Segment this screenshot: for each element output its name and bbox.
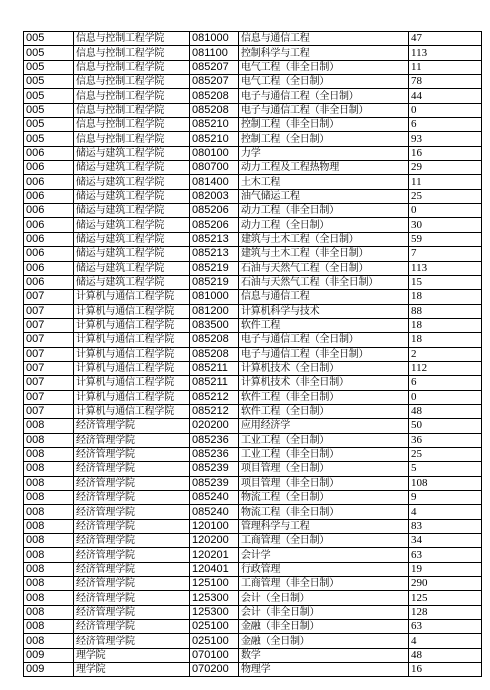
enrollment-table bbox=[23, 31, 482, 677]
count-cell: 93 bbox=[409, 132, 482, 146]
table-row bbox=[24, 663, 482, 677]
table-row bbox=[24, 204, 482, 218]
dept-code-cell: 006 bbox=[24, 204, 74, 218]
major-name-cell: 工业工程（非全日制） bbox=[239, 447, 409, 461]
major-name-cell: 动力工程（非全日制） bbox=[239, 204, 409, 218]
major-code-cell: 085208 bbox=[190, 333, 239, 347]
count-cell: 78 bbox=[409, 75, 482, 89]
major-name-cell: 信息与通信工程 bbox=[239, 32, 409, 46]
major-code-cell: 070200 bbox=[190, 663, 239, 677]
major-name-cell: 信息与通信工程 bbox=[239, 290, 409, 304]
table-row bbox=[24, 89, 482, 103]
dept-code-cell: 005 bbox=[24, 103, 74, 117]
dept-code-cell: 008 bbox=[24, 620, 74, 634]
major-name-cell: 电气工程（非全日制） bbox=[239, 60, 409, 74]
major-name-cell: 电子与通信工程（非全日制） bbox=[239, 103, 409, 117]
dept-name-cell: 计算机与通信工程学院 bbox=[74, 290, 190, 304]
major-name-cell: 行政管理 bbox=[239, 562, 409, 576]
count-cell: 6 bbox=[409, 376, 482, 390]
major-code-cell: 082003 bbox=[190, 189, 239, 203]
major-code-cell: 085236 bbox=[190, 433, 239, 447]
count-cell: 16 bbox=[409, 663, 482, 677]
table-row bbox=[24, 75, 482, 89]
table-row bbox=[24, 577, 482, 591]
count-cell: 48 bbox=[409, 404, 482, 418]
dept-code-cell: 006 bbox=[24, 232, 74, 246]
major-code-cell: 085240 bbox=[190, 491, 239, 505]
table-row bbox=[24, 132, 482, 146]
table-row bbox=[24, 605, 482, 619]
table-row bbox=[24, 433, 482, 447]
dept-name-cell: 计算机与通信工程学院 bbox=[74, 347, 190, 361]
major-code-cell: 081000 bbox=[190, 32, 239, 46]
count-cell: 113 bbox=[409, 261, 482, 275]
major-name-cell: 控制工程（非全日制） bbox=[239, 118, 409, 132]
major-name-cell: 金融（非全日制） bbox=[239, 620, 409, 634]
major-name-cell: 电子与通信工程（全日制） bbox=[239, 333, 409, 347]
dept-name-cell: 储运与建筑工程学院 bbox=[74, 275, 190, 289]
count-cell: 18 bbox=[409, 333, 482, 347]
major-name-cell: 动力工程（全日制） bbox=[239, 218, 409, 232]
major-name-cell: 软件工程（非全日制） bbox=[239, 390, 409, 404]
dept-code-cell: 008 bbox=[24, 419, 74, 433]
dept-name-cell: 经济管理学院 bbox=[74, 577, 190, 591]
major-code-cell: 085240 bbox=[190, 505, 239, 519]
major-code-cell: 085211 bbox=[190, 361, 239, 375]
dept-name-cell: 计算机与通信工程学院 bbox=[74, 376, 190, 390]
count-cell: 30 bbox=[409, 218, 482, 232]
table-row bbox=[24, 161, 482, 175]
count-cell: 15 bbox=[409, 275, 482, 289]
dept-name-cell: 经济管理学院 bbox=[74, 505, 190, 519]
dept-code-cell: 007 bbox=[24, 390, 74, 404]
table-row bbox=[24, 60, 482, 74]
dept-name-cell: 理学院 bbox=[74, 663, 190, 677]
count-cell: 11 bbox=[409, 175, 482, 189]
dept-code-cell: 005 bbox=[24, 60, 74, 74]
dept-code-cell: 006 bbox=[24, 247, 74, 261]
dept-name-cell: 理学院 bbox=[74, 648, 190, 662]
dept-code-cell: 005 bbox=[24, 75, 74, 89]
dept-code-cell: 008 bbox=[24, 462, 74, 476]
dept-name-cell: 经济管理学院 bbox=[74, 447, 190, 461]
major-name-cell: 控制工程（全日制） bbox=[239, 132, 409, 146]
dept-name-cell: 经济管理学院 bbox=[74, 562, 190, 576]
dept-code-cell: 008 bbox=[24, 577, 74, 591]
dept-code-cell: 007 bbox=[24, 347, 74, 361]
dept-name-cell: 经济管理学院 bbox=[74, 491, 190, 505]
dept-name-cell: 经济管理学院 bbox=[74, 433, 190, 447]
dept-code-cell: 006 bbox=[24, 175, 74, 189]
dept-code-cell: 009 bbox=[24, 648, 74, 662]
dept-name-cell: 储运与建筑工程学院 bbox=[74, 175, 190, 189]
dept-code-cell: 005 bbox=[24, 132, 74, 146]
dept-name-cell: 经济管理学院 bbox=[74, 462, 190, 476]
dept-name-cell: 经济管理学院 bbox=[74, 419, 190, 433]
major-code-cell: 085212 bbox=[190, 404, 239, 418]
count-cell: 25 bbox=[409, 189, 482, 203]
count-cell: 29 bbox=[409, 161, 482, 175]
major-code-cell: 085210 bbox=[190, 132, 239, 146]
table-row bbox=[24, 634, 482, 648]
dept-name-cell: 信息与控制工程学院 bbox=[74, 103, 190, 117]
dept-code-cell: 007 bbox=[24, 304, 74, 318]
dept-code-cell: 008 bbox=[24, 505, 74, 519]
major-code-cell: 081000 bbox=[190, 290, 239, 304]
count-cell: 4 bbox=[409, 634, 482, 648]
dept-name-cell: 储运与建筑工程学院 bbox=[74, 161, 190, 175]
major-name-cell: 会计学 bbox=[239, 548, 409, 562]
table-row bbox=[24, 333, 482, 347]
dept-code-cell: 007 bbox=[24, 318, 74, 332]
dept-code-cell: 008 bbox=[24, 591, 74, 605]
major-code-cell: 125300 bbox=[190, 605, 239, 619]
count-cell: 18 bbox=[409, 290, 482, 304]
major-code-cell: 085207 bbox=[190, 75, 239, 89]
table-row bbox=[24, 548, 482, 562]
dept-code-cell: 007 bbox=[24, 376, 74, 390]
major-name-cell: 石油与天然气工程（非全日制） bbox=[239, 275, 409, 289]
dept-code-cell: 008 bbox=[24, 433, 74, 447]
major-name-cell: 电气工程（全日制） bbox=[239, 75, 409, 89]
dept-code-cell: 005 bbox=[24, 32, 74, 46]
major-code-cell: 120200 bbox=[190, 534, 239, 548]
dept-code-cell: 005 bbox=[24, 118, 74, 132]
table-row bbox=[24, 476, 482, 490]
count-cell: 125 bbox=[409, 591, 482, 605]
major-code-cell: 085208 bbox=[190, 103, 239, 117]
dept-name-cell: 经济管理学院 bbox=[74, 519, 190, 533]
count-cell: 5 bbox=[409, 462, 482, 476]
major-code-cell: 085208 bbox=[190, 89, 239, 103]
major-name-cell: 力学 bbox=[239, 146, 409, 160]
major-code-cell: 085206 bbox=[190, 218, 239, 232]
table-row bbox=[24, 462, 482, 476]
dept-code-cell: 008 bbox=[24, 562, 74, 576]
major-code-cell: 083500 bbox=[190, 318, 239, 332]
dept-name-cell: 储运与建筑工程学院 bbox=[74, 261, 190, 275]
count-cell: 290 bbox=[409, 577, 482, 591]
count-cell: 18 bbox=[409, 318, 482, 332]
major-name-cell: 控制科学与工程 bbox=[239, 46, 409, 60]
major-name-cell: 电子与通信工程（非全日制） bbox=[239, 347, 409, 361]
major-code-cell: 025100 bbox=[190, 634, 239, 648]
dept-name-cell: 信息与控制工程学院 bbox=[74, 60, 190, 74]
table-row bbox=[24, 189, 482, 203]
table-row bbox=[24, 562, 482, 576]
count-cell: 48 bbox=[409, 648, 482, 662]
dept-code-cell: 006 bbox=[24, 161, 74, 175]
count-cell: 59 bbox=[409, 232, 482, 246]
major-name-cell: 金融（全日制） bbox=[239, 634, 409, 648]
dept-name-cell: 计算机与通信工程学院 bbox=[74, 404, 190, 418]
count-cell: 9 bbox=[409, 491, 482, 505]
dept-code-cell: 006 bbox=[24, 146, 74, 160]
table-row bbox=[24, 347, 482, 361]
major-name-cell: 工商管理（非全日制） bbox=[239, 577, 409, 591]
major-name-cell: 土木工程 bbox=[239, 175, 409, 189]
dept-name-cell: 信息与控制工程学院 bbox=[74, 132, 190, 146]
major-code-cell: 085219 bbox=[190, 261, 239, 275]
major-code-cell: 025100 bbox=[190, 620, 239, 634]
dept-name-cell: 储运与建筑工程学院 bbox=[74, 218, 190, 232]
major-name-cell: 动力工程及工程热物理 bbox=[239, 161, 409, 175]
dept-name-cell: 信息与控制工程学院 bbox=[74, 118, 190, 132]
dept-code-cell: 008 bbox=[24, 605, 74, 619]
table-row bbox=[24, 261, 482, 275]
table-row bbox=[24, 376, 482, 390]
major-name-cell: 电子与通信工程（全日制） bbox=[239, 89, 409, 103]
table-row bbox=[24, 290, 482, 304]
major-code-cell: 085206 bbox=[190, 204, 239, 218]
dept-code-cell: 007 bbox=[24, 333, 74, 347]
major-code-cell: 120401 bbox=[190, 562, 239, 576]
count-cell: 47 bbox=[409, 32, 482, 46]
table-row bbox=[24, 247, 482, 261]
count-cell: 34 bbox=[409, 534, 482, 548]
count-cell: 19 bbox=[409, 562, 482, 576]
table-row bbox=[24, 218, 482, 232]
major-code-cell: 085236 bbox=[190, 447, 239, 461]
major-code-cell: 085239 bbox=[190, 462, 239, 476]
table-row bbox=[24, 447, 482, 461]
major-name-cell: 项目管理（全日制） bbox=[239, 462, 409, 476]
major-name-cell: 工业工程（全日制） bbox=[239, 433, 409, 447]
major-code-cell: 070100 bbox=[190, 648, 239, 662]
major-code-cell: 085219 bbox=[190, 275, 239, 289]
dept-name-cell: 储运与建筑工程学院 bbox=[74, 204, 190, 218]
major-code-cell: 085212 bbox=[190, 390, 239, 404]
dept-code-cell: 009 bbox=[24, 663, 74, 677]
major-code-cell: 120201 bbox=[190, 548, 239, 562]
dept-code-cell: 005 bbox=[24, 89, 74, 103]
count-cell: 108 bbox=[409, 476, 482, 490]
count-cell: 6 bbox=[409, 118, 482, 132]
dept-code-cell: 005 bbox=[24, 46, 74, 60]
dept-code-cell: 006 bbox=[24, 261, 74, 275]
table-row bbox=[24, 232, 482, 246]
major-code-cell: 085213 bbox=[190, 232, 239, 246]
table-row bbox=[24, 404, 482, 418]
major-code-cell: 080100 bbox=[190, 146, 239, 160]
dept-name-cell: 储运与建筑工程学院 bbox=[74, 232, 190, 246]
table-body bbox=[24, 32, 482, 677]
major-name-cell: 应用经济学 bbox=[239, 419, 409, 433]
dept-name-cell: 信息与控制工程学院 bbox=[74, 75, 190, 89]
table-row bbox=[24, 591, 482, 605]
count-cell: 25 bbox=[409, 447, 482, 461]
dept-name-cell: 储运与建筑工程学院 bbox=[74, 146, 190, 160]
dept-code-cell: 007 bbox=[24, 404, 74, 418]
major-code-cell: 085207 bbox=[190, 60, 239, 74]
major-name-cell: 数学 bbox=[239, 648, 409, 662]
count-cell: 113 bbox=[409, 46, 482, 60]
table-row bbox=[24, 648, 482, 662]
major-name-cell: 会计（全日制） bbox=[239, 591, 409, 605]
count-cell: 0 bbox=[409, 103, 482, 117]
major-code-cell: 085211 bbox=[190, 376, 239, 390]
major-code-cell: 120100 bbox=[190, 519, 239, 533]
major-name-cell: 建筑与土木工程（全日制） bbox=[239, 232, 409, 246]
dept-name-cell: 储运与建筑工程学院 bbox=[74, 247, 190, 261]
major-code-cell: 085239 bbox=[190, 476, 239, 490]
table-row bbox=[24, 175, 482, 189]
dept-name-cell: 经济管理学院 bbox=[74, 591, 190, 605]
dept-name-cell: 经济管理学院 bbox=[74, 605, 190, 619]
dept-name-cell: 计算机与通信工程学院 bbox=[74, 318, 190, 332]
count-cell: 7 bbox=[409, 247, 482, 261]
major-name-cell: 物理学 bbox=[239, 663, 409, 677]
major-name-cell: 计算机科学与技术 bbox=[239, 304, 409, 318]
count-cell: 44 bbox=[409, 89, 482, 103]
dept-name-cell: 经济管理学院 bbox=[74, 534, 190, 548]
dept-name-cell: 储运与建筑工程学院 bbox=[74, 189, 190, 203]
count-cell: 88 bbox=[409, 304, 482, 318]
dept-name-cell: 经济管理学院 bbox=[74, 548, 190, 562]
dept-code-cell: 008 bbox=[24, 519, 74, 533]
count-cell: 0 bbox=[409, 204, 482, 218]
major-name-cell: 工商管理（全日制） bbox=[239, 534, 409, 548]
major-code-cell: 125100 bbox=[190, 577, 239, 591]
dept-name-cell: 经济管理学院 bbox=[74, 476, 190, 490]
table-row bbox=[24, 390, 482, 404]
table-row bbox=[24, 103, 482, 117]
major-code-cell: 081400 bbox=[190, 175, 239, 189]
dept-name-cell: 计算机与通信工程学院 bbox=[74, 333, 190, 347]
dept-name-cell: 计算机与通信工程学院 bbox=[74, 361, 190, 375]
count-cell: 16 bbox=[409, 146, 482, 160]
major-name-cell: 会计（非全日制） bbox=[239, 605, 409, 619]
count-cell: 0 bbox=[409, 390, 482, 404]
major-name-cell: 计算机技术（全日制） bbox=[239, 361, 409, 375]
count-cell: 63 bbox=[409, 548, 482, 562]
dept-code-cell: 008 bbox=[24, 534, 74, 548]
major-code-cell: 081100 bbox=[190, 46, 239, 60]
major-code-cell: 085210 bbox=[190, 118, 239, 132]
dept-code-cell: 007 bbox=[24, 290, 74, 304]
table-row bbox=[24, 534, 482, 548]
count-cell: 112 bbox=[409, 361, 482, 375]
table-row bbox=[24, 32, 482, 46]
table-row bbox=[24, 361, 482, 375]
dept-code-cell: 006 bbox=[24, 218, 74, 232]
dept-code-cell: 008 bbox=[24, 476, 74, 490]
table-row bbox=[24, 620, 482, 634]
table-row bbox=[24, 318, 482, 332]
table-row bbox=[24, 519, 482, 533]
table-row bbox=[24, 419, 482, 433]
table-row bbox=[24, 491, 482, 505]
dept-name-cell: 经济管理学院 bbox=[74, 634, 190, 648]
major-name-cell: 油气储运工程 bbox=[239, 189, 409, 203]
major-code-cell: 125300 bbox=[190, 591, 239, 605]
dept-name-cell: 计算机与通信工程学院 bbox=[74, 304, 190, 318]
count-cell: 4 bbox=[409, 505, 482, 519]
table-row bbox=[24, 304, 482, 318]
table-row bbox=[24, 505, 482, 519]
count-cell: 2 bbox=[409, 347, 482, 361]
table-row bbox=[24, 275, 482, 289]
major-name-cell: 软件工程（全日制） bbox=[239, 404, 409, 418]
count-cell: 50 bbox=[409, 419, 482, 433]
dept-name-cell: 经济管理学院 bbox=[74, 620, 190, 634]
count-cell: 128 bbox=[409, 605, 482, 619]
dept-code-cell: 007 bbox=[24, 361, 74, 375]
major-code-cell: 081200 bbox=[190, 304, 239, 318]
major-name-cell: 物流工程（非全日制） bbox=[239, 505, 409, 519]
major-code-cell: 080700 bbox=[190, 161, 239, 175]
count-cell: 36 bbox=[409, 433, 482, 447]
major-name-cell: 计算机技术（非全日制） bbox=[239, 376, 409, 390]
count-cell: 63 bbox=[409, 620, 482, 634]
count-cell: 83 bbox=[409, 519, 482, 533]
major-name-cell: 项目管理（非全日制） bbox=[239, 476, 409, 490]
dept-code-cell: 008 bbox=[24, 634, 74, 648]
major-name-cell: 石油与天然气工程（全日制） bbox=[239, 261, 409, 275]
count-cell: 11 bbox=[409, 60, 482, 74]
major-name-cell: 物流工程（全日制） bbox=[239, 491, 409, 505]
dept-code-cell: 006 bbox=[24, 189, 74, 203]
major-name-cell: 建筑与土木工程（非全日制） bbox=[239, 247, 409, 261]
dept-name-cell: 信息与控制工程学院 bbox=[74, 32, 190, 46]
table-row bbox=[24, 118, 482, 132]
major-code-cell: 085213 bbox=[190, 247, 239, 261]
table-row bbox=[24, 146, 482, 160]
dept-name-cell: 信息与控制工程学院 bbox=[74, 89, 190, 103]
dept-code-cell: 006 bbox=[24, 275, 74, 289]
dept-code-cell: 008 bbox=[24, 491, 74, 505]
dept-name-cell: 信息与控制工程学院 bbox=[74, 46, 190, 60]
table-row bbox=[24, 46, 482, 60]
major-name-cell: 软件工程 bbox=[239, 318, 409, 332]
major-code-cell: 085208 bbox=[190, 347, 239, 361]
dept-code-cell: 008 bbox=[24, 548, 74, 562]
dept-code-cell: 008 bbox=[24, 447, 74, 461]
dept-name-cell: 计算机与通信工程学院 bbox=[74, 390, 190, 404]
major-name-cell: 管理科学与工程 bbox=[239, 519, 409, 533]
major-code-cell: 020200 bbox=[190, 419, 239, 433]
